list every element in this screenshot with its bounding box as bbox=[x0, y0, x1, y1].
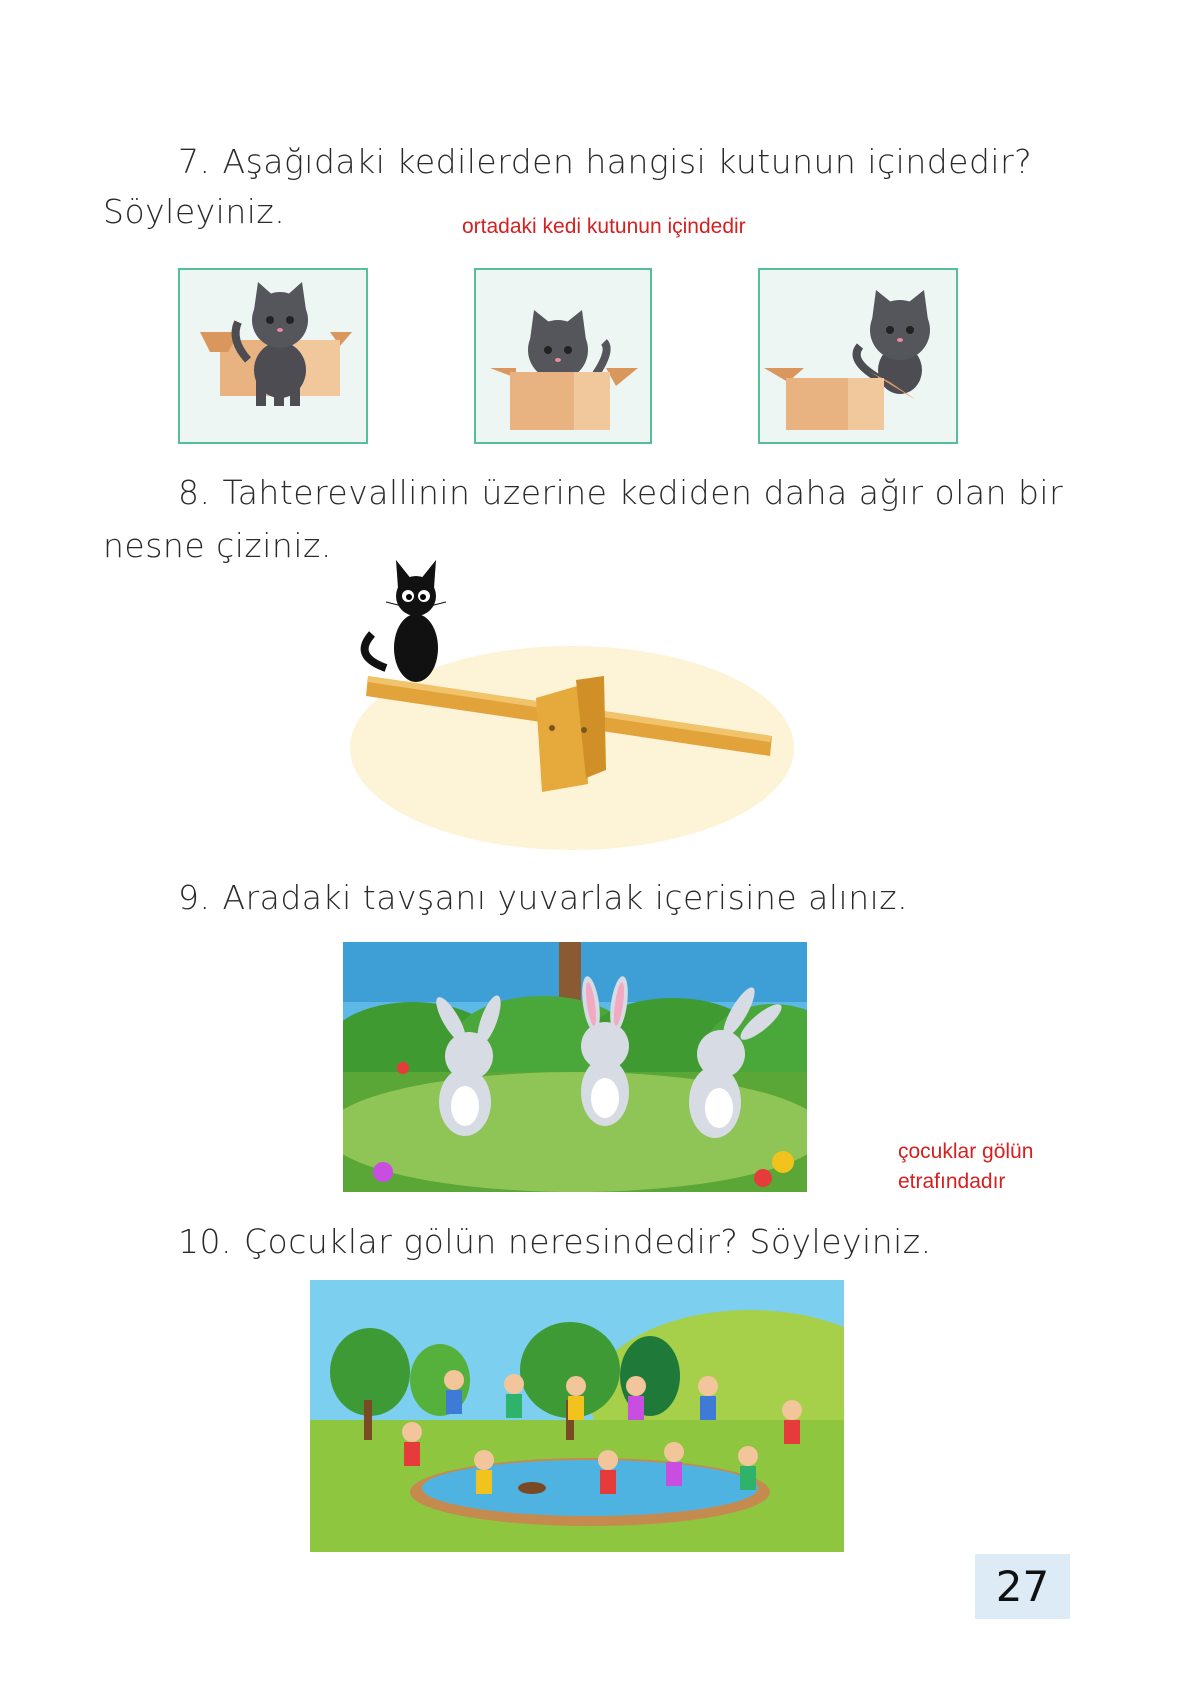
question-8-text: Tahterevallinin üzerine kediden daha ağır olan bir bbox=[222, 473, 1064, 512]
page-number: 27 bbox=[995, 1562, 1050, 1611]
page-number-box bbox=[975, 1554, 1070, 1619]
cat-card-1 bbox=[178, 268, 368, 444]
rabbits-illustration bbox=[343, 942, 807, 1192]
answer-q10-line1: çocuklar gölün bbox=[898, 1140, 1034, 1163]
question-10-number: 10. bbox=[178, 1222, 232, 1261]
question-8-number: 8. bbox=[178, 473, 211, 512]
question-7-text: Aşağıdaki kedilerden hangisi kutunun içindedir? bbox=[222, 142, 1033, 181]
seesaw-illustration bbox=[340, 552, 800, 852]
question-8-line1 bbox=[178, 473, 1063, 512]
question-9-line1 bbox=[178, 878, 908, 917]
question-9-number: 9. bbox=[178, 878, 211, 917]
question-7-line2: Söyleyiniz. bbox=[103, 192, 286, 231]
answer-q10-line2: etrafındadır bbox=[898, 1170, 1006, 1193]
cat-card-2 bbox=[474, 268, 652, 444]
question-8-line2: nesne çiziniz. bbox=[103, 526, 332, 565]
cat-beside-box-illustration bbox=[180, 270, 366, 442]
cat-behind-box-illustration bbox=[760, 270, 956, 442]
question-7-line1 bbox=[178, 142, 1032, 181]
children-pond-illustration bbox=[310, 1280, 844, 1552]
question-7-number: 7. bbox=[178, 142, 211, 181]
question-10-line1 bbox=[178, 1222, 932, 1261]
cat-card-3 bbox=[758, 268, 958, 444]
question-9-text: Aradaki tavşanı yuvarlak içerisine alınız. bbox=[222, 878, 909, 917]
cat-inside-box-illustration bbox=[476, 270, 650, 442]
question-10-text: Çocuklar gölün neresindedir? Söyleyiniz. bbox=[243, 1222, 932, 1261]
answer-q7: ortadaki kedi kutunun içindedir bbox=[462, 215, 746, 238]
